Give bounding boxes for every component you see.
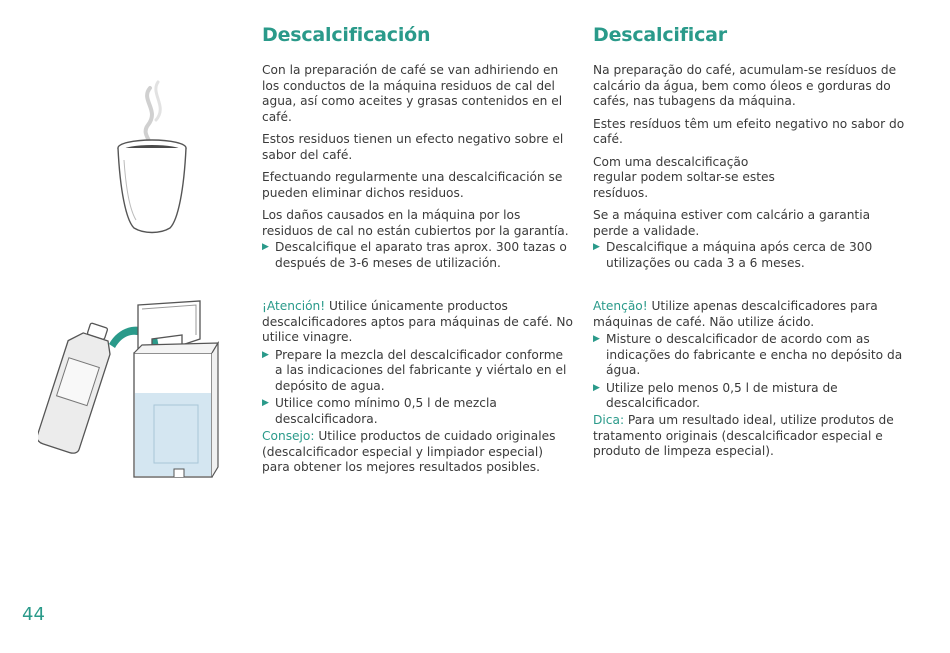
bullet-triangle-icon: ▶ [593, 334, 600, 344]
bullet-triangle-icon: ▶ [593, 242, 600, 252]
coffee-cup-illustration [110, 80, 200, 240]
es-tip-label: Consejo: [262, 429, 315, 443]
es-attention: ¡Atención! Utilice únicamente productos descalcificadores aptos para máquinas de café. No utilice vinagre. [262, 299, 573, 344]
es-paragraph-3: Efectuando regularmente una descalcificación se pueden eliminar dichos residuos. [262, 170, 563, 200]
pt-bullet-2: ▶ Misture o descalcificador de acordo com as indicações do fabricante e encha no depósito da água. [593, 332, 903, 377]
pt-paragraph-4: Se a máquina estiver com calcário a garantia perde a validade. [593, 208, 871, 238]
pt-instructions-section [593, 299, 905, 414]
pt-attention-label: Atenção! [593, 299, 648, 313]
page-number: 44 [22, 604, 45, 625]
es-bullet-1: ▶ Descalcifique el aparato tras aprox. 300 tazas o después de 3-6 meses de utilización. [262, 240, 567, 270]
pt-paragraph-2: Estes resíduos têm um efeito negativo no sabor do café. [593, 116, 905, 146]
pt-bullet-1: ▶ Descalcifique a máquina após cerca de 300 utilizações ou cada 3 a 6 meses. [593, 240, 873, 270]
bullet-triangle-icon: ▶ [262, 398, 269, 408]
es-tip: Consejo: Utilice productos de cuidado originales (descalcificador especial y limpiador especial) para obtener los mejores resultados posibles. [262, 429, 556, 474]
pt-paragraph-3: Com uma descalcificação regular podem soltar-se estes resíduos. [593, 154, 775, 200]
bullet-triangle-icon: ▶ [262, 242, 269, 252]
pt-intro: Na preparação do café, acumulam-se resíduos de calcário da água, bem como óleos e gorduras do cafés, nas tubagens da máquina. [593, 63, 897, 108]
es-paragraph-4: Los daños causados en la máquina por los residuos de cal no están cubiertos por la garantía. [262, 208, 569, 238]
water-tank-illustration [128, 295, 228, 495]
es-intro: Con la preparación de café se van adhiriendo en los conductos de la máquina residuos de cal del agua, así como aceites y grasas contenidos en el café. [262, 63, 563, 124]
pt-intro-section [593, 63, 905, 273]
es-intro-section [262, 63, 574, 273]
es-attention-label: ¡Atención! [262, 299, 326, 313]
es-paragraph-2: Estos residuos tienen un efecto negativo sobre el sabor del café. [262, 132, 564, 162]
bullet-triangle-icon: ▶ [593, 382, 600, 393]
pt-bullet-3: ▶ Utilize pelo menos 0,5 l de mistura de descalcificador. [593, 380, 838, 410]
es-bullet-2: ▶ Prepare la mezcla del descalcificador conforme a las indicaciones del fabricante y viértalo en el depósito de agua. [262, 347, 567, 393]
pt-tip-section [593, 413, 905, 467]
pt-heading: Descalcificar [593, 24, 727, 46]
es-heading: Descalcificación [262, 24, 431, 46]
es-bullet-3: ▶ Utilice como mínimo 0,5 l de mezcla descalcificadora. [262, 396, 497, 426]
pt-tip: Dica: Para um resultado ideal, utilize produtos de tratamento originais (descalcificador especial e produto de limpeza especial). [593, 413, 894, 458]
pt-tip-label: Dica: [593, 413, 625, 427]
bullet-triangle-icon: ▶ [262, 349, 269, 360]
es-instructions-section [262, 299, 574, 483]
pt-attention: Atenção! Utilize apenas descalcificadores para máquinas de café. Não utilize ácido. [593, 299, 878, 329]
